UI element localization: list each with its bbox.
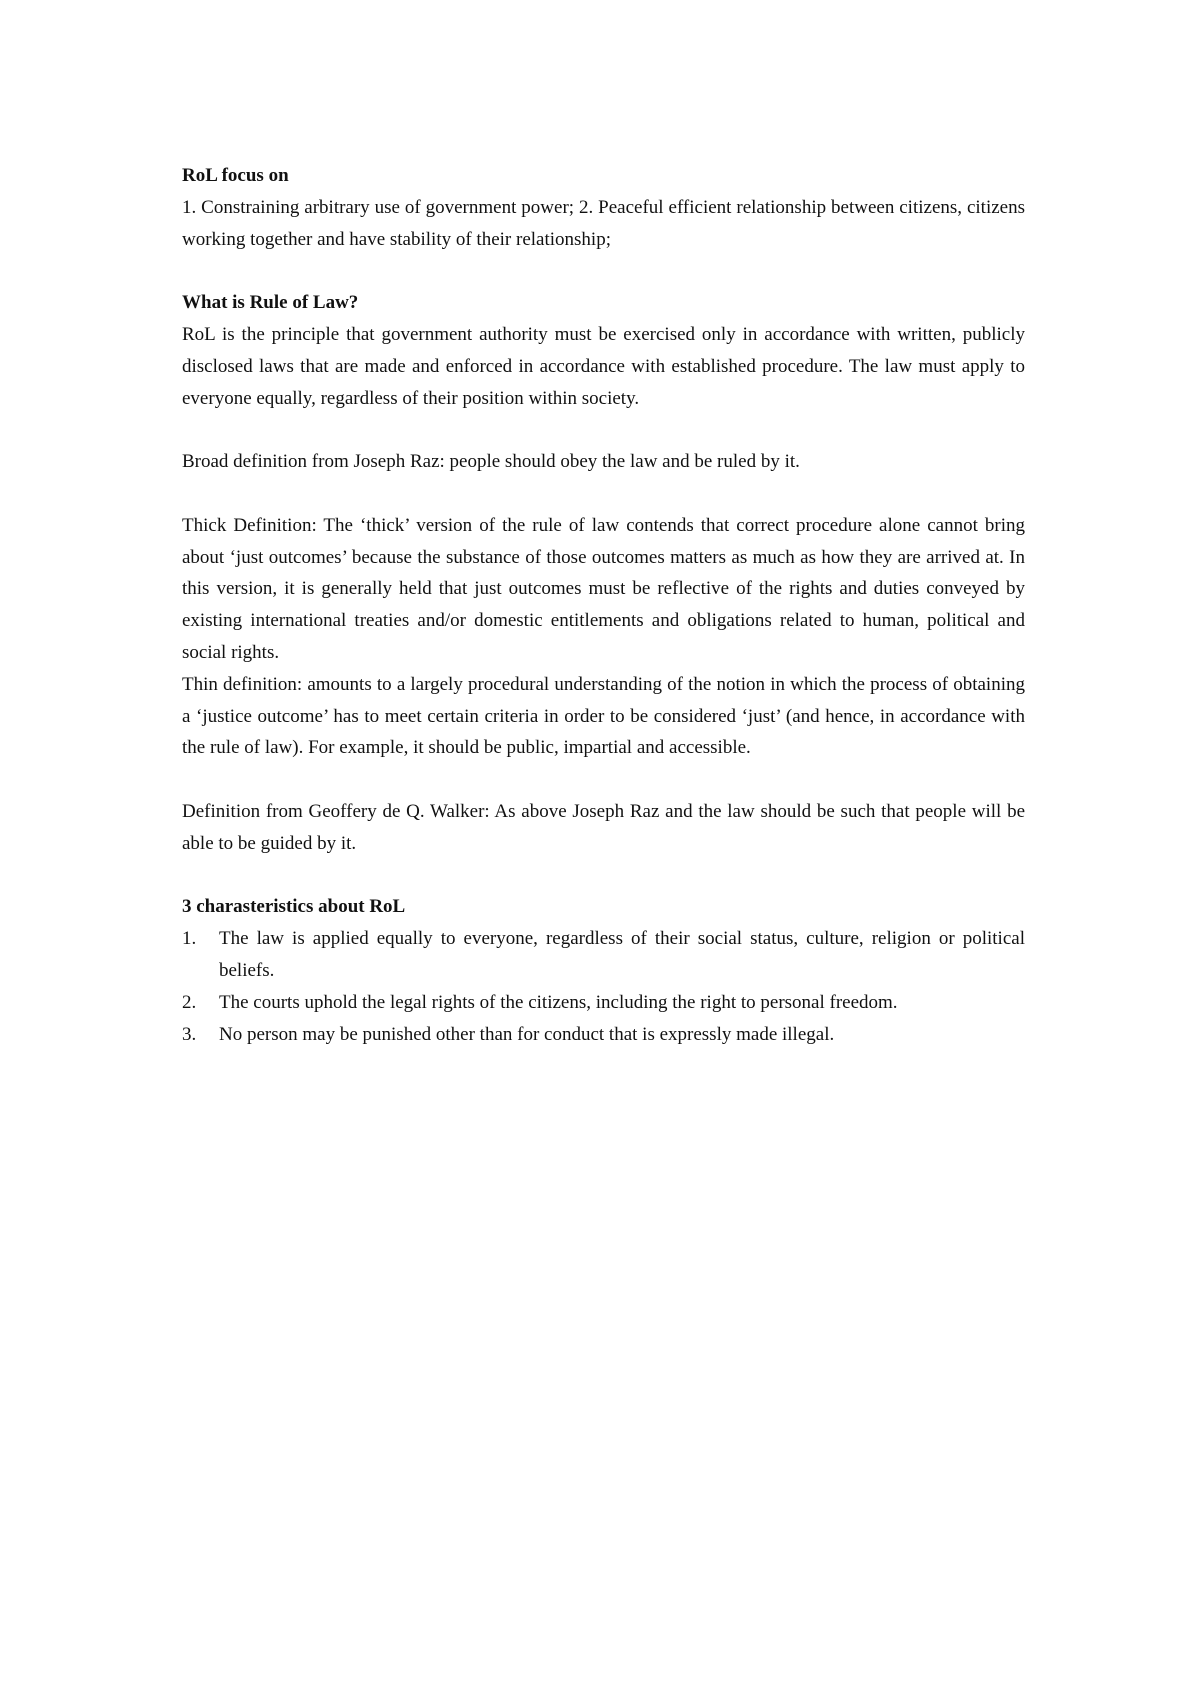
broad-definition-paragraph: Broad definition from Joseph Raz: people should obey the law and be ruled by it. (182, 451, 800, 473)
list-item-number: 3. (182, 1023, 197, 1045)
spacer (182, 255, 1025, 287)
thick-definition-paragraph: Thick Definition: The ‘thick’ version of the rule of law contends that correct procedure alone cannot bring about ‘just outcomes’ because the substance of those outcomes matters as much as how they are arrived at. In this version, it is generally held that just outcomes must be reflective of the rights and duties conveyed by existing international treaties and/or domestic entitlements and obligations related to human, political and social rights. (182, 514, 1025, 663)
list-item (182, 1019, 1025, 1051)
thin-definition-paragraph: Thin definition: amounts to a largely procedural understanding of the notion in which the process of obtaining a ‘justice outcome’ has to meet certain criteria in order to be considered ‘just’ (and hence, in accordance with the rule of law). For example, it should be public, impartial and accessible. (182, 673, 1025, 759)
list-item (182, 923, 1025, 987)
list-item-number: 2. (182, 991, 197, 1013)
list-item-text: No person may be punished other than for conduct that is expressly made illegal. (219, 1023, 835, 1045)
document-page (182, 160, 1025, 1050)
focus-paragraph: 1. Constraining arbitrary use of government power; 2. Peaceful efficient relationship between citizens, citizens working together and have stability of their relationship; (182, 196, 1025, 250)
characteristics-heading: 3 charasteristics about RoL (182, 896, 406, 918)
list-item-text: The courts uphold the legal rights of the citizens, including the right to personal freedom. (219, 991, 898, 1013)
what-is-paragraph: RoL is the principle that government authority must be exercised only in accordance with written, publicly disclosed laws that are made and enforced in accordance with established procedure. The law must apply to everyone equally, regardless of their position within society. (182, 323, 1025, 409)
spacer (182, 414, 1025, 446)
what-is-heading: What is Rule of Law? (182, 292, 359, 314)
walker-definition-paragraph: Definition from Geoffery de Q. Walker: As above Joseph Raz and the law should be such that people will be able to be guided by it. (182, 800, 1025, 854)
spacer (182, 860, 1025, 892)
list-item-text: The law is applied equally to everyone, regardless of their social status, culture, religion or political beliefs. (219, 928, 1025, 981)
characteristics-list (182, 923, 1025, 1050)
list-item-number: 1. (182, 928, 197, 950)
spacer (182, 478, 1025, 510)
spacer (182, 764, 1025, 796)
focus-heading: RoL focus on (182, 165, 289, 186)
list-item (182, 987, 1025, 1019)
